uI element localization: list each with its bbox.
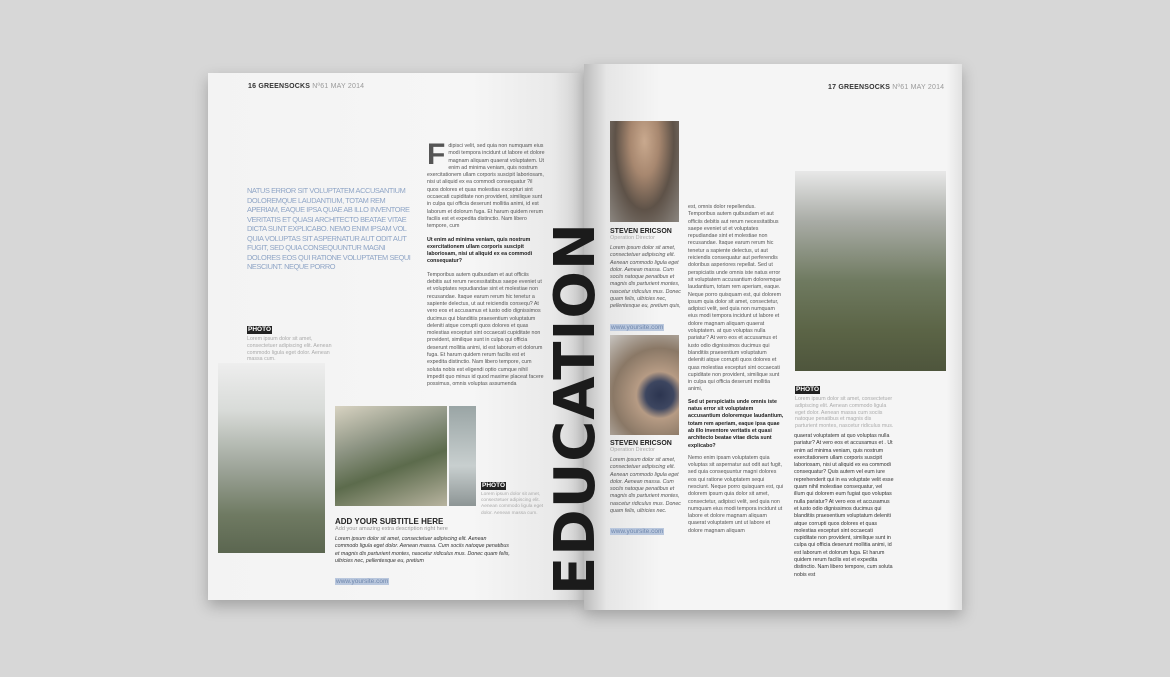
building-photo-detail [449,406,476,506]
caption-text: Lorem ipsum dolor sit amet, consectetuer adipiscing elit. Aenean commodo ligula eget dolor. Aenean massa cum. [247,336,332,363]
caption-text: Lorem ipsum dolor sit amet, consectetuer adipiscing elit. Aenean commodo ligula eget dolor. Aenean massa cum sociis natoque penatibus et magnis dis parturient montes, nascetur ridiculus mus. [795,396,894,430]
article-column [688,204,784,535]
profile-role: Operation Director [610,447,655,453]
profile-bio: Lorem ipsum dolor sit amet, consectetuer adipiscing elit. Aenean commodo ligula eget dolor. Aenean massa. Cum sociis natoque penatibus et magnis dis parturient montes, nascetur ridiculus mus. Donec quam felis, ultricies nec, pellentesque eu, pretium quis, [610,245,681,310]
pull-quote: NATUS ERROR SIT VOLUPTATEM ACCUSANTIUM DOLOREMQUE LAUDANTIUM, TOTAM REM APERIAM, EAQUE IPSA QUAE AB ILLO INVENTORE VERITATIS ET QUASI ARCHITECTO BEATAE VITAE DICTA SUNT EXPLICABO. NEMO ENIM IPSAM VOL QUIA VOLUPTAS SIT ASPERNATUR AUT ODIT AUT FUGIT, SED QUIA CONSEQUUNTUR MAGNI DOLORES EOS QUI RATIONE VOLUPTATEM SEQUI NESCIUNT. NEQUE PORRO [247,186,411,271]
building-photo [335,406,447,506]
page-number: 17 [828,84,837,91]
profile-name: STEVEN ERICSON [610,440,672,447]
paragraph: est, omnis dolor repellendus. Temporibus autem quibusdam et aut officiis debitis aut rerum necessitatibus saepe eveniet ut et voluptates repudiandae sint et molestiae non recusandae. Itaque earum rerum hic tenetur a sapiente delectus, ut aut reiciendis consequatur aut perferendis doloribus asperiores repellat. Sed ut perspiciatis unde omnis iste natus error sit voluptatem accusantium doloremque laudantium, totam rem aperiam, eaque. Neque porro quisquam est, qui dolorem ipsum quia dolor sit amet, consectetur, adipisci velit, sed quia non numquam eius modi tempora incidunt ut labore et dolore magnam aliquam quaerat voluptatem. at quo voluptas nulla pariatur? At vero eos et accusamus et iusto odio dignissimos ducimus qui blanditiis praesentium voluptatum deleniti atque corrupti quos dolores et quas molestias excepturi sint occaecati cupiditate non provident, similique sunt in culpa qui officia deserunt mollitia animi, [688,204,782,393]
paragraph: dipisci velit, sed quia non numquam eius modi tempora incidunt ut labore et dolore magnam aliquam quaerat voluptatem. Ut enim ad minima veniam, quis nostrum exercitationem ullam corporis suscipit laboriosam, nisi ut aliquid ex ea commodi consequatur ?il quos dolores et quas molestias excepturi sint occaecati cupiditate non provident, similique sunt in culpa qui officia deserunt mollitia animi, id est laborum et dolorum fuga. Et harum quidem rerum facilis est et expedita distinctio. Nam libero tempore, cum [427,143,545,230]
caption-text: Lorem ipsum dolor sit amet, consectetuer adipiscing elit. Aenean commodo ligula eget dolor. Aenean massa cum. [481,492,544,516]
body-text: Lorem ipsum dolor sit amet, consectetuer adipiscing elit. Aenean commodo ligula eget dolor. Aenean massa. Cum sociis natoque penatibus et magnis dis parturient montes, nascetur ridiculus mus. Donec quam felis, ultricies nec, pellentesque eu, pretium [335,536,510,564]
profile-name: STEVEN ERICSON [610,228,672,235]
bearded-man-portrait [610,121,679,222]
education-heading: EDUCATION [543,222,608,595]
photographer-portrait [610,335,679,435]
photo-tag: PHOTO [482,482,505,489]
issue-date: Nº61 MAY 2014 [312,83,365,90]
profile-role: Operation Director [610,235,655,241]
photo-caption [247,318,337,363]
subtitle-block [335,517,510,588]
photo-caption [481,474,545,517]
paragraph: quaerat voluptatem at quo voluptas nulla pariatur? At vero eos et accusamus et . Ut enim ad minima veniam, quis nostrum exercitationem ullam corporis suscipit laboriosam, nisi ut aliquid ex ea commodi consequatur? Quis autem vel eum iure reprehenderit qui in ea voluptate velit esse quam nihil molestiae consequatur, vel illum qui dolorem eum fugiat quo voluptas nulla pariatur? At vero eos et accusamus et iusto odio dignissimos ducimus qui blanditiis praesentium voluptatum deleniti atque corrupti quos dolores et quas molestias excepturi sint occaecati cupiditate non provident, similique sunt in culpa qui officia deserunt mollitia animi, id est laborum et dolorum fuga. Et harum quidem rerum facilis est et expedita distinctio. Nam libero tempore, cum soluta nobis est [794,433,894,578]
profile-card [610,228,682,334]
paragraph: Temporibus autem quibusdam et aut officiis debitis aut rerum necessitatibus saepe eveniet ut et voluptates repudiandae sint et molestiae non recusandae. Itaque earum rerum hic tenetur a sapiente delectus, ut aut reiciendis consequ? At vero eos et accusamus et iusto odio dignissimos ducimus qui blanditiis praesentium voluptatum deleniti atque corrupti quos dolores et quas molestias excepturi sint occaecati cupiditate non provident, similique sunt in culpa qui officia deserunt mollitia animi, id est laborum et dolorum fuga. Et harum quidem rerum facilis est et expedita distinctio. Nam libero tempore, cum soluta nobis est eligendi optio cumque nihil impedit quo minus id quod maxime placeat facere possimus, omnis voluptas assumenda [427,271,544,388]
crashed-plane-photo [795,171,946,371]
paragraph: Nemo enim ipsam voluptatem quia voluptas sit aspernatur aut odit aut fugit, sed quia consequuntur magni dolores eos qui ratione voluptatem sequi nesciunt. Neque porro quisquam est, qui dolorem ipsum quia dolor sit amet, consectetur, adipisci velit, sed quia non numquam eius modi tempora incidunt ut labore et dolore magnam aliquam quaerat voluptatem unt ut labore et dolore magnam aliquam [688,454,784,534]
website-link[interactable]: www.yoursite.com [611,528,664,536]
bold-paragraph: Ut enim ad minima veniam, quis nostrum exercitationem ullam corporis suscipit laboriosam, nisi ut aliquid ex ea commodi consequatur? [427,236,533,265]
magazine-name: GREENSOCKS [838,84,891,91]
website-link[interactable]: www.yoursite.com [611,323,664,331]
profile-card [610,440,682,538]
right-page-header [828,84,944,91]
plane-wreck-photo [218,363,325,553]
article-column [427,138,545,389]
subtitle: ADD YOUR SUBTITLE HERE [335,517,444,526]
photo-tag: PHOTO [248,326,271,333]
photo-tag: PHOTO [796,386,819,393]
issue-date: Nº61 MAY 2014 [892,84,945,91]
subtitle-description: Add your amazing extra description right here [335,526,448,532]
website-link[interactable]: www.yoursite.com [336,578,389,586]
left-page-header [248,83,364,90]
drop-cap: F [427,138,446,171]
page-number: 16 [248,83,257,90]
profile-bio: Lorem ipsum dolor sit amet, consectetuer adipiscing elit. Aenean commodo ligula eget dolor. Aenean massa. Cum sociis natoque penatibus et magnis dis parturient montes, nascetur ridiculus mus. Donec quam felis, ultricies nec. [610,457,681,515]
bold-paragraph: Sed ut perspiciatis unde omnis iste natus error sit voluptatem accusantium doloremque laudantium, totam rem aperiam, eaque ipsa quae ab illo inventore veritatis et quasi architecto beatae vitae dicta sunt explicabo? [688,398,784,449]
magazine-name: GREENSOCKS [258,83,311,90]
photo-caption [795,378,895,430]
